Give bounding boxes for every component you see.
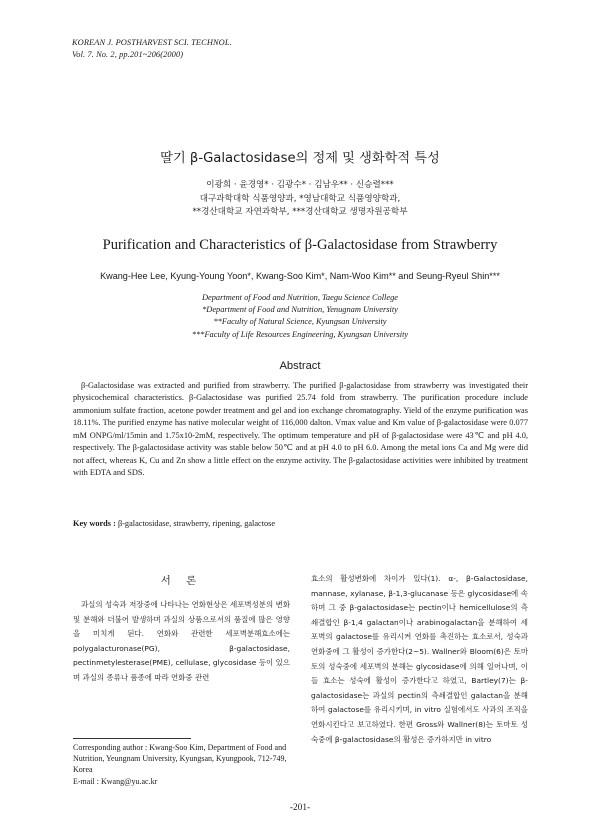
affiliation-line: **Faculty of Natural Science, Kyungsan University	[213, 317, 387, 327]
affiliation-line: ***Faculty of Life Resources Engineering, Kyungsan University	[191, 329, 409, 339]
intro-right-text: 효소의 활성변화에 차이가 있다(1). α-, β-Galactosidase, mannase, xylanase, β-1,3-glucanase 등은 glycosidase에 속하며 그 중 β-galactosidase는 pectin이나 hemicellulose의 측쇄결합인 β-1,4 galactan이나 arabinogalactan을 분해하여 세포벽의 galactose를 유리시켜 연화를 촉진하는 효소로서, 성숙과 연화중에 그 활성이 증가한다(2~5). Wallner와 Bloom(6)은 토마토의 성숙중에 세포벽의 분해는 glycosidase에 의해 일어나며, 이들 효소는 성숙에 활성이 증가한다고 하였고, Bartley(7)는 β-galactosidase는 과실의 pectin의 측쇄결합인 galactan을 분해하여 galactose를 유리시키며, in vitro 실험에서도 사과의 조직을 연화시킨다고 보고하였다. 한편 Gross와 Wallner(8)는 토마토 성숙중에 β-galactosidase의 활성은 증가하지만 in vitro	[311, 574, 528, 744]
abstract-text: β-Galactosidase was extracted and purified from strawberry. The purified β-galactosidase from strawberry was investigated their physicochemical characteristics. β-Galactosidase was purified 25.74 fold from strawberry. The purification procedure include ammonium sulfate fraction, acetone powder treatment and gel and ion exchange chromatography. Yield of the enzyme purification was 18.11%. The purified enzyme has native molecular weight of 116,000 dalton. Vmax value and Km value of β-galactosidase were 0.077 mM ONPG/ml/15min and 1.75x10-2mM, respectively. The optimum temperature and pH of β-galactosidase were 43℃ and pH 4.0, respectively. The β-galactosidase activity was stable below 50℃ and at pH 4.0 to pH 6.0. Among the metal ions Ca and Mg were did not affect, whereas K, Cu and Zn show a little effect on the enzyme activity. The β-galactosidase activities were inhibited by treatment with EDTA and SDS.	[73, 381, 528, 478]
footnote-divider	[73, 738, 191, 739]
intro-right-column	[311, 572, 528, 747]
korean-affiliation-line: **경산대학교 자연과학부, ***경산대학교 생명자원공학부	[192, 207, 408, 218]
korean-author-block	[0, 179, 600, 220]
keywords-list: β-galactosidase, strawberry, ripening, galactose	[117, 519, 276, 528]
abstract-heading: Abstract	[279, 360, 321, 372]
english-authors: Kwang-Hee Lee, Kyung-Young Yoon*, Kwang-Soo Kim*, Nam-Woo Kim** and Seung-Ryeul Shin***	[100, 271, 500, 281]
abstract-body	[73, 380, 528, 480]
page-number: -201-	[289, 803, 311, 813]
korean-affiliation-line: 대구과학대학 식품영양과, *영남대학교 식품영양학과,	[199, 193, 401, 204]
journal-issue: Vol. 7. No. 2, pp.201~206(2000)	[72, 50, 184, 59]
affiliation-line: *Department of Food and Nutrition, Yenugnam University	[202, 305, 398, 315]
english-title: Purification and Characteristics of β-Galactosidase from Strawberry	[102, 237, 498, 253]
affiliation-line: Department of Food and Nutrition, Taegu Science College	[201, 293, 398, 302]
author-email: E-mail : Kwang@yu.ac.kr	[73, 776, 158, 786]
korean-authors: 이광희 · 윤경영* · 김광수* · 김남우** · 신승렬***	[206, 180, 394, 190]
introduction-heading: 서 론	[160, 575, 203, 587]
intro-left-text: 과실의 성숙과 저장중에 나타나는 연화현상은 세포벽성분의 변화 및 분해와 더불어 발생하며 과실의 상품으로서의 품질에 많은 영향을 미치게 된다. 연화와 관련한 세포벽분해효소에는 polygalacturonase(PG), β-galactosidase, pectinmetylesterase(PME), cellulase, glycosidase 등이 있으며 과실의 종류나 품종에 따라 연화중 관련	[73, 600, 290, 682]
english-affiliations	[0, 292, 600, 341]
keywords-line	[73, 519, 528, 528]
keywords-label: Key words :	[73, 519, 116, 528]
intro-left-column	[73, 598, 290, 686]
journal-header	[72, 37, 232, 61]
corresponding-author: Corresponding author : Kwang-Soo Kim, Department of Food and Nutrition, Yeungnam University, Kyungsan, Kyungpook, 712-749, Korea	[73, 743, 287, 775]
journal-name: KOREAN J. POSTHARVEST SCI. TECHNOL.	[72, 38, 232, 47]
korean-title: 딸기 β-Galactosidase의 정제 및 생화학적 특성	[160, 151, 440, 166]
footnote	[73, 742, 290, 787]
